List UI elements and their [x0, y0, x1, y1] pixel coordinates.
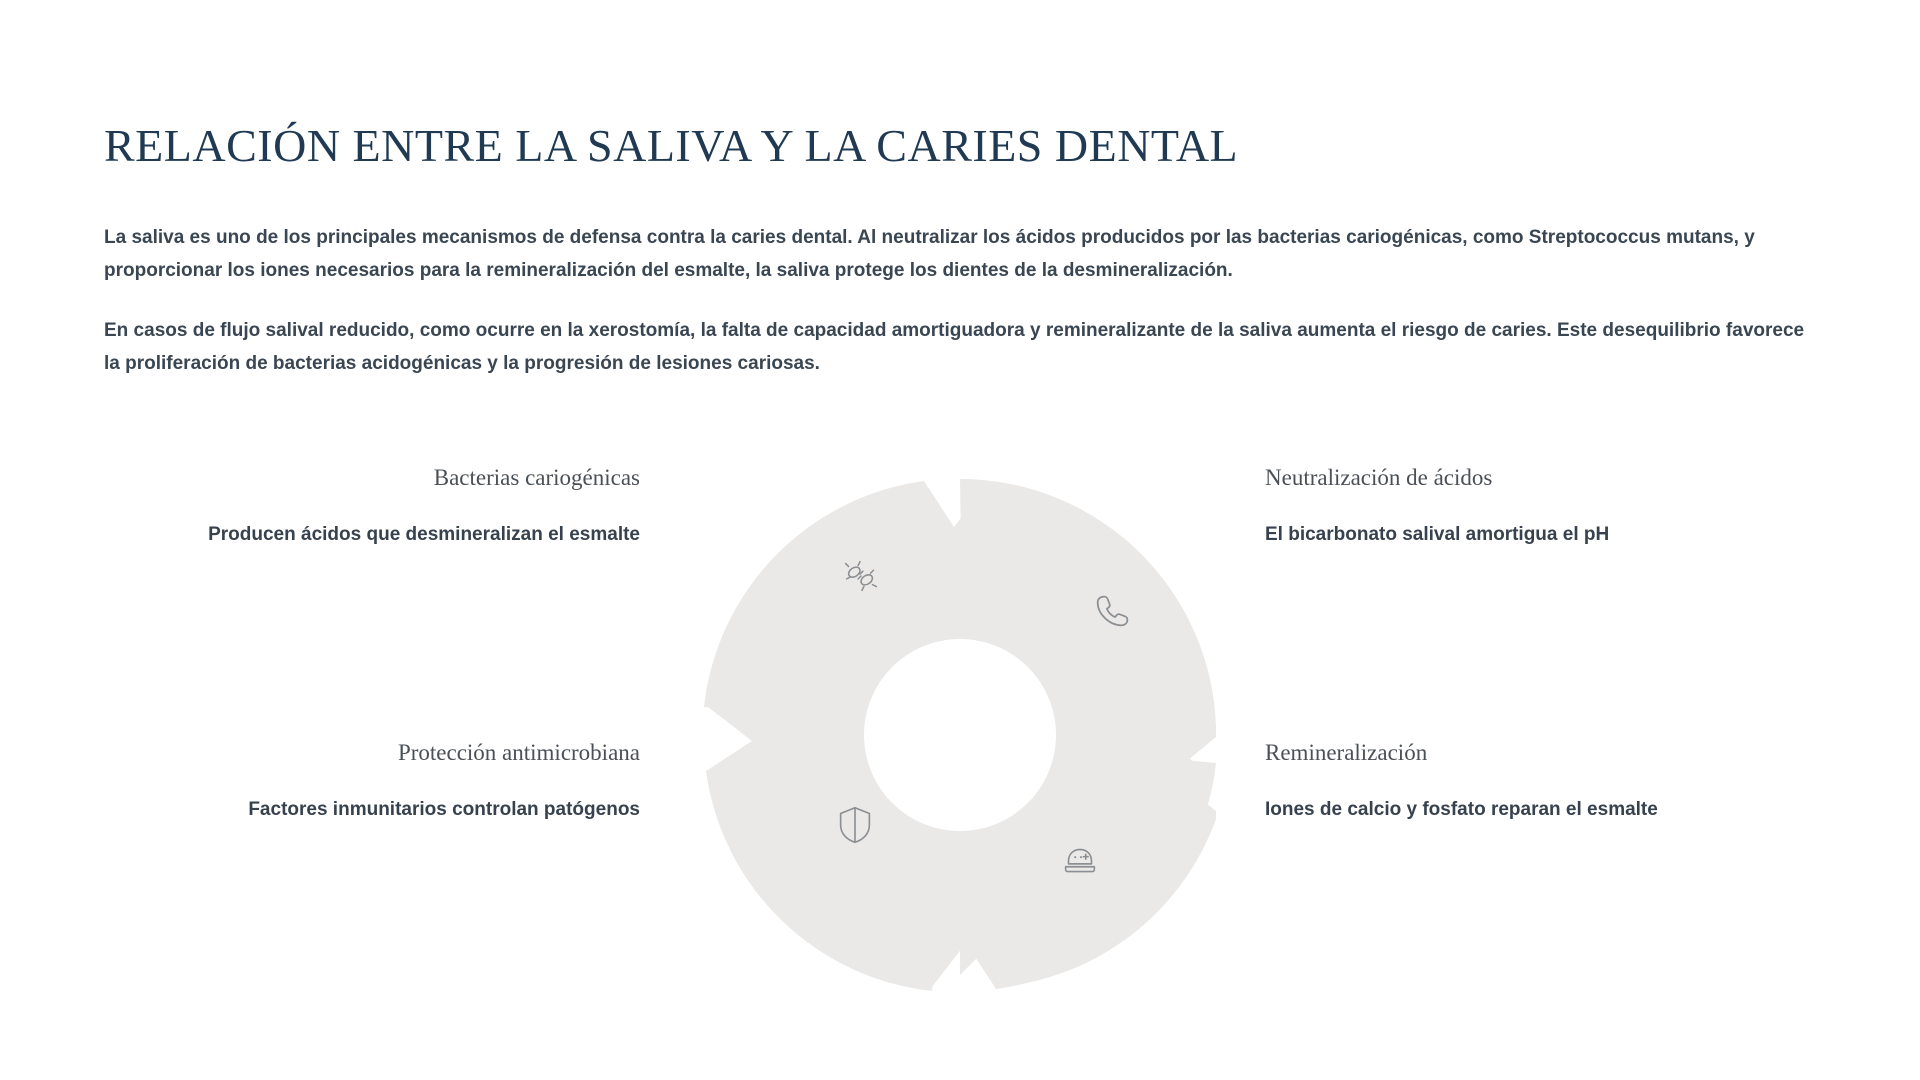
- intro-text-block: [104, 222, 1814, 409]
- segment-title: Neutralización de ácidos: [1265, 465, 1493, 490]
- cycle-diagram: [0, 455, 1920, 1015]
- segment-label-neutralizacion-de-acidos: [1265, 465, 1825, 550]
- segment-title: Bacterias cariogénicas: [433, 465, 640, 490]
- segment-title: Protección antimicrobiana: [397, 740, 640, 765]
- intro-paragraph-2: En casos de flujo salival reducido, como ocurre en la xerostomía, la falta de capacidad amortiguadora y remineralizante de la saliva aumenta el riesgo de caries. Este desequilibrio favorece la proliferación de bacterias acidogénicas y la progresión de lesiones cariosas.: [104, 320, 1805, 375]
- phone-icon: [1090, 587, 1136, 633]
- segment-title: Remineralización: [1265, 740, 1428, 765]
- bacteria-icon: [838, 553, 884, 599]
- intro-paragraph-1: La saliva es uno de los principales mecanismos de defensa contra la caries dental. Al neutralizar los ácidos producidos por las bacterias cariogénicas, como Streptococcus mutans, y proporcionar los iones necesarios para la remineralización del esmalte, la saliva protege los dientes de la desmineralización.: [104, 227, 1755, 281]
- segment-description: Producen ácidos que desmineralizan el esmalte: [208, 524, 640, 545]
- segment-label-remineralizacion: [1265, 740, 1825, 825]
- cycle-wheel: [700, 475, 1220, 995]
- segment-description: El bicarbonato salival amortigua el pH: [1265, 524, 1610, 545]
- segment-label-bacterias-cariogenicas: [80, 465, 640, 550]
- shield-icon: [832, 802, 878, 848]
- page-title: RELACIÓN ENTRE LA SALIVA Y LA CARIES DENTAL: [104, 119, 1239, 171]
- tooth-icon: [1057, 838, 1103, 884]
- segment-description: Factores inmunitarios controlan patógenos: [248, 799, 640, 820]
- segment-label-proteccion-antimicrobiana: [80, 740, 640, 825]
- segment-description: Iones de calcio y fosfato reparan el esmalte: [1265, 799, 1658, 820]
